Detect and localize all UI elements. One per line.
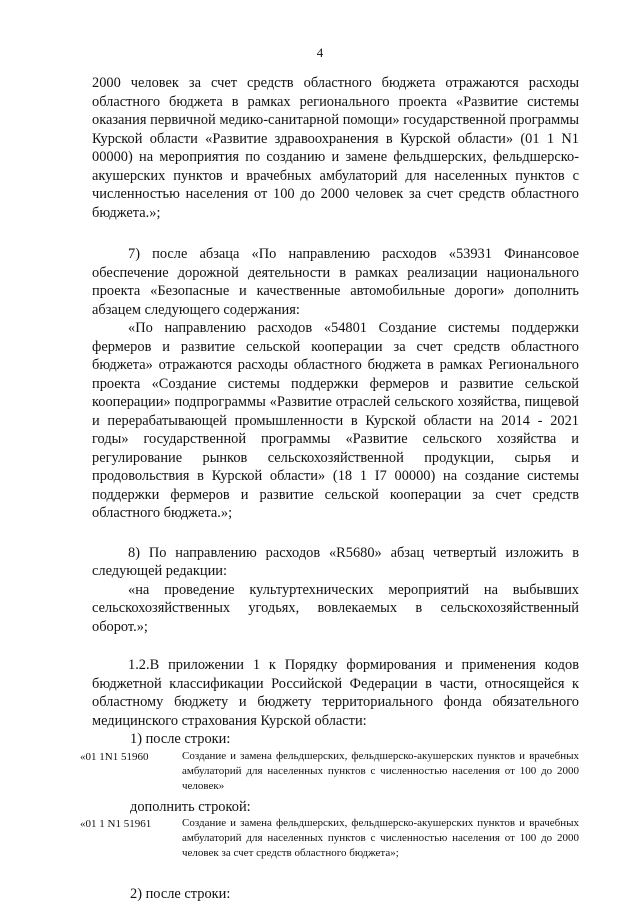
add-row-label: дополнить строкой:: [130, 798, 251, 815]
row-code: «01 1 N1 51961: [80, 818, 152, 830]
table-row: [80, 816, 579, 861]
paragraph-item-8: 8) По направлению расходов «R5680» абзац четвертый изложить в следующей редакции:: [92, 544, 579, 579]
paragraph-quote-54801: «По направлению расходов «54801 Создание системы поддержки фермеров и развитие сельской кооперации за счет средств областного бюджета» отражаются расходы областного бюджета в рамках Регионального проекта «Создание системы поддержки фермеров и развитие сельской кооперации» подпрограммы «Развитие отраслей сельского хозяйства, пищевой и перерабатывающей промышленности в Курской области на 2014 - 2021 годы» государственной программы «Развитие сельского хозяйства и регулирование рынков сельскохозяйственной продукции, сырья и продовольствия в Курской области» (18 1 I7 00000) на создание системы поддержки фермеров и развитие сельской кооперации за счет средств областного бюджета.»;: [92, 320, 579, 521]
paragraph-item-7: 7) после абзаца «По направлению расходов «53931 Финансовое обеспечение дорожной деятельности в рамках реализации национального проекта «Безопасные и качественные автомобильные дороги» дополнить абзацем следующего содержания:: [92, 246, 579, 318]
after-row-label-2: 2) после строки:: [130, 886, 231, 902]
row-code: «01 1N1 51960: [80, 750, 149, 763]
row-description: Создание и замена фельдшерских, фельдшерско-акушерских пунктов и врачебных амбулаторий для населенных пунктов с численностью населения от 100 до 2000 человек»: [182, 749, 579, 792]
paragraph-1-2: 1.2.В приложении 1 к Порядку формирования и применения кодов бюджетной классификации Российской Федерации в части, относящейся к областному бюджету и бюджету территориального фонда обязательного медицинского страхования Курской области:: [92, 657, 579, 729]
table-row: [80, 749, 579, 794]
paragraph-quote-r5680: «на проведение культуртехнических мероприятий на выбывших сельскохозяйственных угодьях, вовлекаемых в сельскохозяйственный оборот.»;: [92, 581, 579, 635]
page-number: 4: [316, 45, 324, 60]
document-body: [80, 74, 579, 904]
paragraph-1: 2000 человек за счет средств областного бюджета отражаются расходы областного бюджета в рамках регионального проекта «Развитие системы оказания первичной медико-санитарной помощи» государственной программы Курской области «Развитие здравоохранения в Курской области» (01 1 N1 00000) на мероприятия по созданию и замене фельдшерских, фельдшерско-акушерских пунктов и врачебных амбулаторий для населенных пунктов с численностью населения от 100 до 2000 человек за счет средств областного бюджета.»;: [92, 75, 579, 221]
row-description: Создание и замена фельдшерских, фельдшерско-акушерских пунктов и врачебных амбулаторий для населенных пунктов с численностью населения от 100 до 2000 человек за счет средств областного бюджета»;: [182, 817, 579, 859]
after-row-label: 1) после строки:: [130, 731, 231, 747]
